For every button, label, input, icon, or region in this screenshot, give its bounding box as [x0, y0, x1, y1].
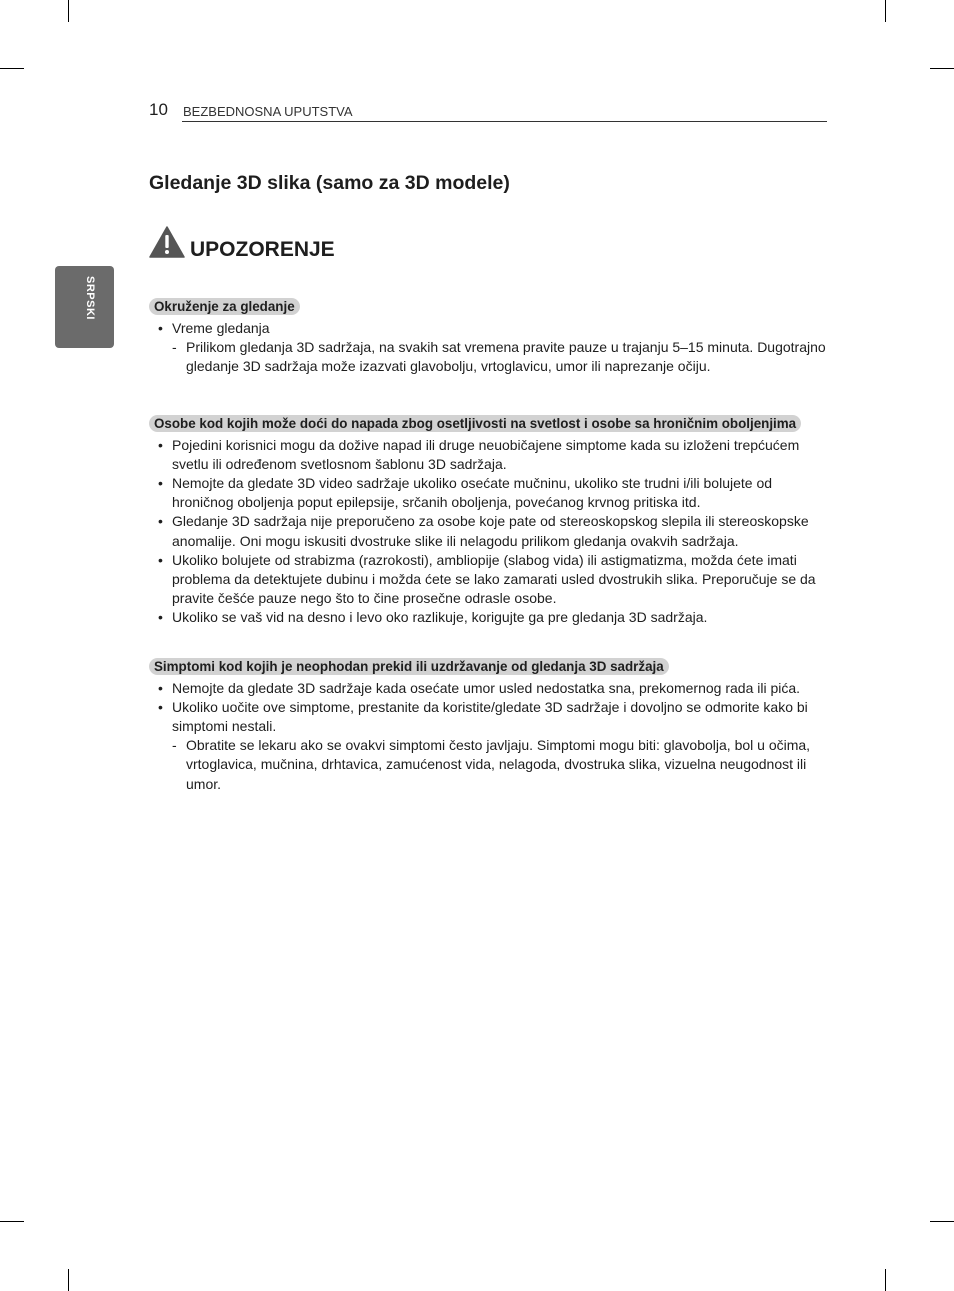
list-item — [149, 319, 829, 377]
crop-mark — [68, 1269, 69, 1291]
sub-list — [172, 736, 829, 794]
crop-mark — [885, 1269, 886, 1291]
bullet-list — [149, 319, 829, 377]
language-tab — [55, 266, 114, 348]
list-item: • Nemojte da gledate 3D video sadržaje ukoliko osećate mučninu, ukoliko ste trudni i/ili bolujete od hroničnog oboljenja poput epilepsije, srčanih oboljenja, povećanog krvnog pritiska itd. — [149, 474, 829, 512]
list-item: • Ukoliko bolujete od strabizma (razrokosti), ambliopije (slabog vida) ili astigmatizma, možda ćete imati problema da detektujete dubinu i možda ćete se lako zamarati usled dvostrukih slika. Preporučuje se da pravite češće pauze nego što to čine prosečne odrasle osobe. — [149, 551, 829, 609]
block-heading: Simptomi kod kojih je neophodan prekid ili uzdržavanje od gledanja 3D sadržaja — [149, 658, 669, 675]
sub-list — [172, 338, 829, 376]
crop-mark — [885, 0, 886, 22]
block-heading: Osobe kod kojih može doći do napada zbog osetljivosti na svetlost i osobe sa hroničnim oboljenjima — [149, 415, 801, 432]
list-item: • Gledanje 3D sadržaja nije preporučeno za osobe koje pate od stereoskopskog slepila ili stereoskopske anomalije. Oni mogu iskusiti dvostruke slike ili nelagodu prilikom gledanja ovakvih sadržaja. — [149, 512, 829, 550]
warning-label: UPOZORENJE — [190, 238, 335, 261]
list-item-text: Ukoliko uočite ove simptome, prestanite da koristite/gledate 3D sadržaje i dovoljno se odmorite kako bi simptomi nestali. — [172, 698, 808, 735]
bullet-list — [149, 679, 829, 794]
crop-mark — [930, 68, 954, 69]
block-heading: Okruženje za gledanje — [149, 298, 300, 315]
content-block — [149, 656, 829, 794]
warning-content — [149, 296, 829, 822]
crop-mark — [0, 1221, 24, 1222]
warning-triangle-icon — [149, 226, 185, 258]
content-block — [149, 413, 829, 628]
header-rule — [182, 121, 827, 122]
list-item: • Nemojte da gledate 3D sadržaje kada osećate umor usled nedostatka sna, prekomernog rada ili pića. — [149, 679, 829, 698]
content-block — [149, 296, 829, 377]
section-title: Gledanje 3D slika (samo za 3D modele) — [149, 172, 510, 194]
crop-mark — [0, 68, 24, 69]
language-tab-label: SRPSKI — [84, 276, 96, 320]
crop-mark — [930, 1221, 954, 1222]
list-item: • Pojedini korisnici mogu da dožive napad ili druge neuobičajene simptome kada su izloženi trepćućem svetlu ili određenom svetlosnom šablonu 3D sadržaja. — [149, 436, 829, 474]
running-head: BEZBEDNOSNA UPUTSTVA — [183, 104, 353, 119]
list-item: • Ukoliko se vaš vid na desno i levo oko razlikuje, korigujte ga pre gledanja 3D sadržaja. — [149, 608, 829, 627]
page-number: 10 — [149, 100, 168, 119]
sub-list-item: - Prilikom gledanja 3D sadržaja, na svakih sat vremena pravite pauze u trajanju 5–15 minuta. Dugotrajno gledanje 3D sadržaja može izazvati glavobolju, vrtoglavicu, umor ili naprezanje očiju. — [172, 338, 829, 376]
sub-list-item: - Obratite se lekaru ako se ovakvi simptomi često javljaju. Simptomi mogu biti: glavobolja, bol u očima, vrtoglavica, mučnina, drhtavica, zamućenost vida, nelagoda, dvostruka slika, vizuelna neugodnost ili umor. — [172, 736, 829, 794]
crop-mark — [68, 0, 69, 22]
list-item — [149, 698, 829, 794]
list-item-text: Vreme gledanja — [172, 320, 270, 336]
bullet-list — [149, 436, 829, 628]
